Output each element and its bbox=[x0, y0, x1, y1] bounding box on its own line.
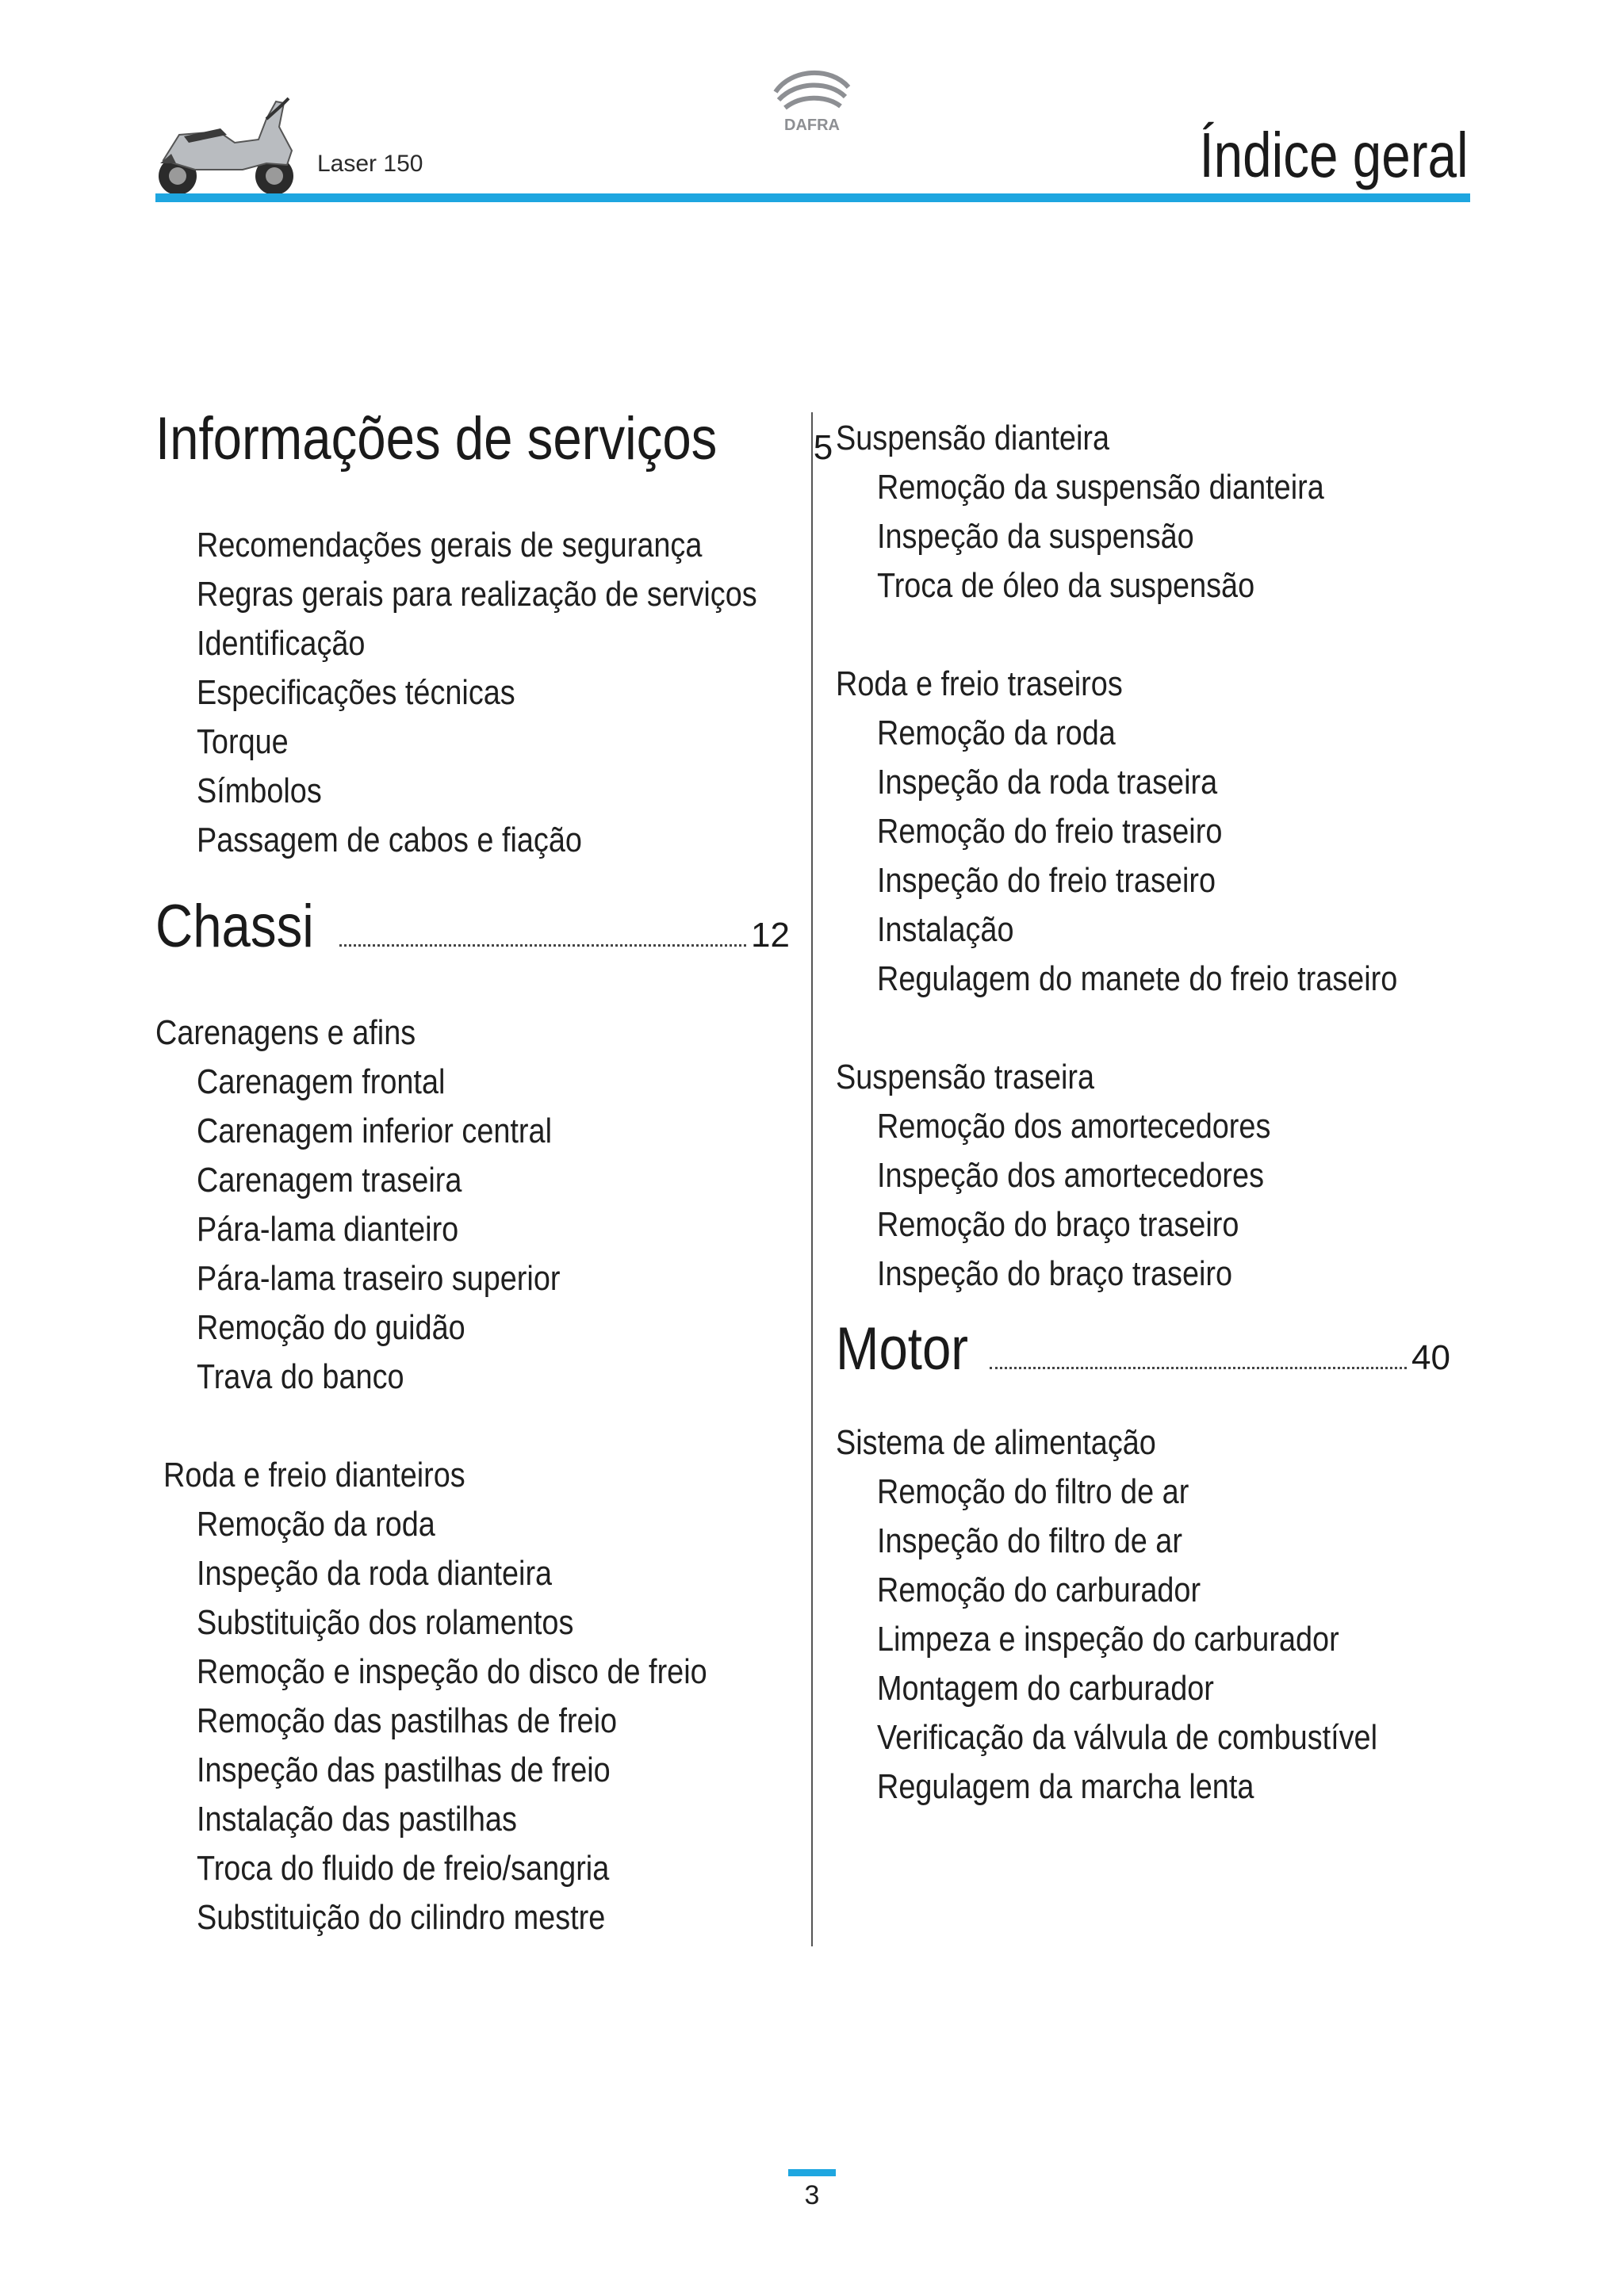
toc-group-title[interactable]: Carenagens e afins bbox=[155, 1013, 416, 1052]
toc-item[interactable]: Inspeção da roda traseira bbox=[877, 763, 1218, 802]
toc-item[interactable]: Remoção e inspeção do disco de freio bbox=[197, 1652, 707, 1691]
toc-item[interactable]: Carenagem traseira bbox=[197, 1161, 462, 1200]
toc-item[interactable]: Remoção do filtro de ar bbox=[877, 1472, 1189, 1511]
toc-item[interactable]: Montagem do carburador bbox=[877, 1669, 1214, 1708]
toc-item[interactable]: Remoção da suspensão dianteira bbox=[877, 468, 1324, 507]
toc-group-title[interactable]: Suspensão dianteira bbox=[836, 419, 1110, 457]
toc-item[interactable]: Trava do banco bbox=[197, 1357, 404, 1396]
toc-item[interactable]: Pára-lama dianteiro bbox=[197, 1210, 459, 1249]
section-page-number: 40 bbox=[1411, 1338, 1450, 1377]
toc-item[interactable]: Inspeção da roda dianteira bbox=[197, 1554, 553, 1593]
toc-item[interactable]: Recomendações gerais de segurança bbox=[197, 526, 703, 564]
toc-item[interactable]: Inspeção do filtro de ar bbox=[877, 1521, 1182, 1560]
section-page-number: 5 bbox=[813, 428, 833, 467]
toc-item[interactable]: Passagem de cabos e fiação bbox=[197, 821, 582, 859]
toc-item[interactable]: Regras gerais para realização de serviços bbox=[197, 575, 757, 614]
toc-item[interactable]: Verificação da válvula de combustível bbox=[877, 1718, 1378, 1757]
model-name: Laser 150 bbox=[317, 151, 423, 177]
toc-item[interactable]: Substituição dos rolamentos bbox=[197, 1603, 574, 1642]
toc-group-title[interactable]: Roda e freio traseiros bbox=[836, 664, 1123, 703]
dot-leader bbox=[990, 1367, 1407, 1369]
header-rule bbox=[155, 193, 1470, 202]
dafra-logo-text: DAFRA bbox=[784, 117, 840, 134]
dafra-logo bbox=[768, 57, 856, 136]
toc-item[interactable]: Remoção da roda bbox=[877, 714, 1116, 752]
section-title: Chassi bbox=[155, 893, 314, 960]
toc-right-column bbox=[836, 414, 1470, 1812]
toc-item[interactable]: Substituição do cilindro mestre bbox=[197, 1898, 606, 1937]
toc-item[interactable]: Remoção dos amortecedores bbox=[877, 1107, 1271, 1146]
toc-item[interactable]: Remoção das pastilhas de freio bbox=[197, 1701, 618, 1740]
toc-item[interactable]: Troca do fluido de freio/sangria bbox=[197, 1849, 610, 1888]
toc-item[interactable]: Inspeção dos amortecedores bbox=[877, 1156, 1265, 1195]
toc-group-title[interactable]: Sistema de alimentação bbox=[836, 1423, 1156, 1462]
toc-item[interactable]: Regulagem da marcha lenta bbox=[877, 1767, 1254, 1806]
toc-section-motor[interactable] bbox=[836, 1314, 1450, 1383]
toc-section-informacoes[interactable] bbox=[155, 404, 833, 473]
toc-item[interactable]: Inspeção da suspensão bbox=[877, 517, 1194, 556]
section-page-number: 12 bbox=[751, 916, 790, 955]
toc-item[interactable]: Inspeção do braço traseiro bbox=[877, 1254, 1233, 1293]
toc-item[interactable]: Inspeção das pastilhas de freio bbox=[197, 1751, 611, 1789]
toc-item[interactable]: Troca de óleo da suspensão bbox=[877, 566, 1255, 605]
toc-item[interactable]: Torque bbox=[197, 722, 289, 761]
section-title: Motor bbox=[836, 1315, 969, 1383]
page-header bbox=[0, 0, 1624, 206]
toc-section-chassi[interactable] bbox=[155, 892, 790, 961]
scooter-illustration bbox=[147, 87, 306, 198]
page-title: Índice geral bbox=[1199, 120, 1469, 190]
toc-item[interactable]: Inspeção do freio traseiro bbox=[877, 861, 1216, 900]
toc-item[interactable]: Especificações técnicas bbox=[197, 673, 515, 712]
toc-item[interactable]: Carenagem inferior central bbox=[197, 1112, 552, 1150]
column-divider bbox=[811, 412, 813, 1946]
section-title: Informações de serviços bbox=[155, 405, 718, 473]
toc-item[interactable]: Pára-lama traseiro superior bbox=[197, 1259, 561, 1298]
toc-item[interactable]: Limpeza e inspeção do carburador bbox=[877, 1620, 1339, 1659]
footer-accent-bar bbox=[788, 2169, 836, 2176]
toc-left-column bbox=[155, 404, 833, 1942]
page-number: 3 bbox=[804, 2180, 820, 2210]
toc-item[interactable]: Instalação bbox=[877, 910, 1014, 949]
dot-leader bbox=[339, 944, 746, 947]
toc-item[interactable]: Remoção do braço traseiro bbox=[877, 1205, 1239, 1244]
toc-items bbox=[155, 521, 790, 865]
toc-item[interactable]: Instalação das pastilhas bbox=[197, 1800, 517, 1839]
toc-item[interactable]: Remoção do freio traseiro bbox=[877, 812, 1223, 851]
toc-item[interactable]: Símbolos bbox=[197, 771, 322, 810]
toc-group-title[interactable]: Suspensão traseira bbox=[836, 1058, 1095, 1096]
toc-item[interactable]: Identificação bbox=[197, 624, 366, 663]
toc-group-title[interactable]: Roda e freio dianteiros bbox=[163, 1456, 465, 1494]
toc-item[interactable]: Carenagem frontal bbox=[197, 1062, 446, 1101]
toc-item[interactable]: Regulagem do manete do freio traseiro bbox=[877, 959, 1398, 998]
toc-item[interactable]: Remoção da roda bbox=[197, 1505, 435, 1544]
toc-item[interactable]: Remoção do guidão bbox=[197, 1308, 465, 1347]
toc-item[interactable]: Remoção do carburador bbox=[877, 1571, 1201, 1609]
